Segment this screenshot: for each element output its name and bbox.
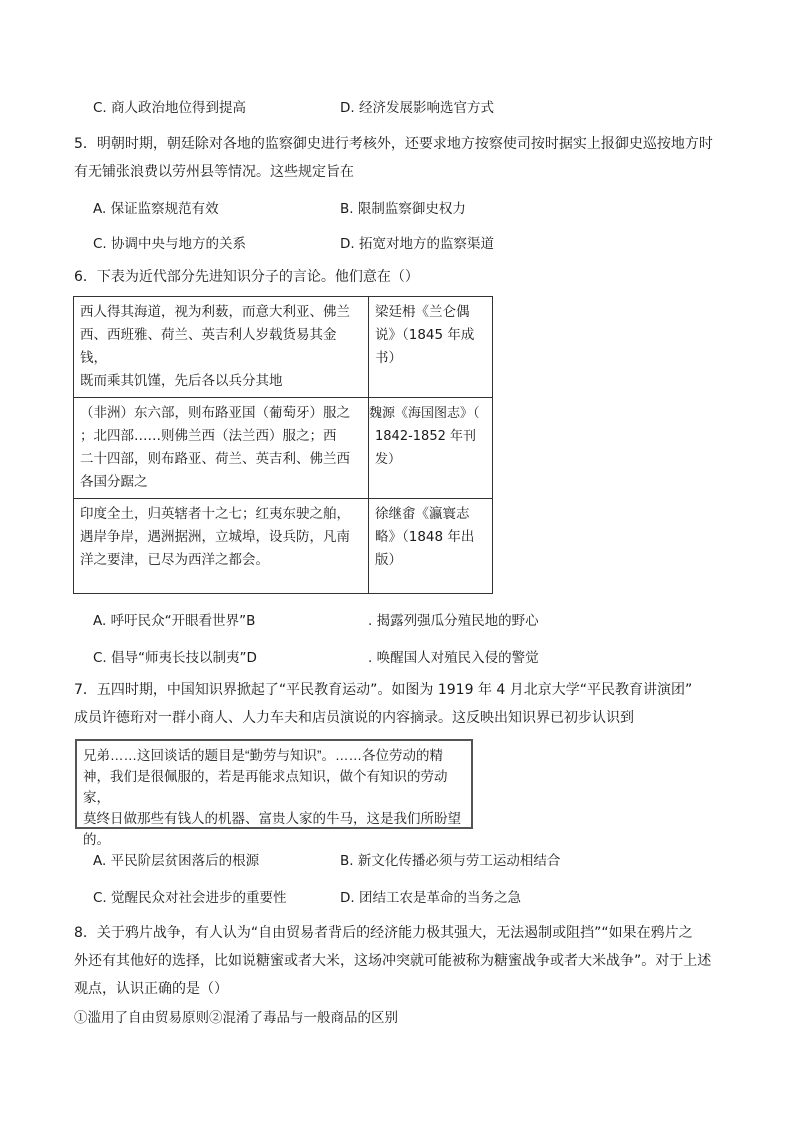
cell-line: 书） [375, 350, 402, 366]
table-cell-quote [74, 297, 369, 398]
cell-line: ；北四部……则佛兰西（法兰西）服之；西 [80, 428, 337, 444]
q8-stem-line: 8．关于鸦片战争，有人认为“自由贸易者背后的经济能力极其强大，无法遏制或阻挡”“如果在鸦片之 [74, 925, 693, 941]
cell-line: 西人得其海道，视为利薮，而意大利亚、佛兰 [80, 304, 350, 320]
q7-stem-line: 7．五四时期，中国知识界掀起了“平民教育运动”。如图为 1919 年 4 月北京大学“平民教育讲演团” [74, 682, 693, 698]
table-cell-source [369, 499, 493, 594]
cell-line: 二十四部，则布路亚、荷兰、英吉利、佛兰西 [80, 451, 350, 467]
table-row [74, 297, 493, 398]
table-cell-quote [74, 499, 369, 594]
q5-option-b: B. 限制监察御史权力 [340, 201, 466, 217]
q4-option-d: D. 经济发展影响选官方式 [340, 100, 494, 116]
q6-option-d: . 唤醒国人对殖民入侵的警觉 [368, 650, 539, 666]
q7-stem-line: 成员许德珩对一群小商人、人力车夫和店员演说的内容摘录。这反映出知识界已初步认识到 [74, 710, 634, 726]
q6-option-b: . 揭露列强瓜分殖民地的野心 [368, 613, 539, 629]
table-row [74, 398, 493, 499]
q6-option-a: A. 呼吁民众“开眼看世界”B [93, 613, 256, 629]
q7-stem [74, 676, 724, 732]
q5-stem-line: 有无铺张浪费以劳州县等情况。这些规定旨在 [74, 164, 354, 180]
cell-line: 遇岸争岸，遇洲据洲，立城埠，设兵防，凡南 [80, 529, 350, 545]
cell-line: 魏源《海国图志》（ [369, 406, 480, 421]
cell-line: 印度全土，归英辖者十之七；红夷东驶之舶， [80, 506, 350, 522]
cell-line: 梁廷枏《兰仑偶 [375, 304, 470, 320]
q8-stem-line: 观点，认识正确的是（） [74, 981, 228, 997]
q8-items: ①滥用了自由贸易原则②混淆了毒品与一般商品的区别 [74, 1010, 398, 1026]
cell-line: （非洲）东六部，则布路亚国（葡萄牙）服之 [80, 405, 350, 421]
table-cell-quote [74, 398, 369, 499]
cell-line: 各国分踞之 [80, 474, 148, 490]
cell-line: 徐继畬《瀛寰志 [375, 506, 470, 522]
q5-option-a: A. 保证监察规范有效 [93, 201, 219, 217]
cell-line: 1842-1852 年刊发） [375, 429, 476, 467]
q8-stem-line: 外还有其他好的选择，比如说糖蜜或者大米，这场冲突就可能被称为糖蜜战争或者大米战争”。对于上述 [74, 953, 712, 969]
quote-line: 的。 [83, 832, 110, 847]
q4-option-c: C. 商人政治地位得到提高 [93, 100, 247, 116]
quote-line: 神，我们是很佩服的，若是再能求点知识，做个有知识的劳动家， [83, 769, 448, 805]
q8-stem [74, 919, 724, 1003]
q5-option-c: C. 协调中央与地方的关系 [93, 236, 247, 252]
q7-option-c: C. 觉醒民众对社会进步的重要性 [93, 890, 287, 906]
quote-line: 莫终日做那些有钱人的机器、富贵人家的牛马，这是我们所盼望 [83, 811, 461, 826]
cell-line: 版） [375, 552, 402, 568]
cell-line: 略》（1848 年出 [375, 529, 475, 545]
table-row [74, 499, 493, 594]
q7-option-b: B. 新文化传播必须与劳工运动相结合 [340, 853, 561, 869]
q5-option-d: D. 拓宽对地方的监察渠道 [340, 236, 494, 252]
q6-option-c: C. 倡导“师夷长技以制夷”D [93, 650, 257, 666]
cell-line: 西、西班雅、荷兰、英吉利人岁载货易其金钱， [80, 327, 337, 366]
q7-quote-box [75, 739, 473, 847]
cell-line: 既而乘其饥馑，先后各以兵分其地 [80, 373, 283, 389]
q6-stem: 6．下表为近代部分先进知识分子的言论。他们意在（） [74, 269, 419, 285]
cell-line: 说》（1845 年成 [375, 327, 475, 343]
cell-line: 洋之要津，已尽为西洋之都会。 [80, 552, 269, 568]
quote-line: 兄弟……这回谈话的题目是“勤劳与知识”。……各位劳动的精 [83, 748, 443, 763]
table-cell-source [369, 398, 493, 499]
q5-stem [74, 130, 724, 186]
q6-table [73, 296, 493, 594]
q7-option-d: D. 团结工农是革命的当务之急 [340, 890, 521, 906]
q5-stem-line: 5．明朝时期，朝廷除对各地的监察御史进行考核外，还要求地方按察使司按时据实上报御史巡按地方时 [74, 136, 713, 152]
table-cell-source [369, 297, 493, 398]
q7-option-a: A. 平民阶层贫困落后的根源 [93, 853, 260, 869]
